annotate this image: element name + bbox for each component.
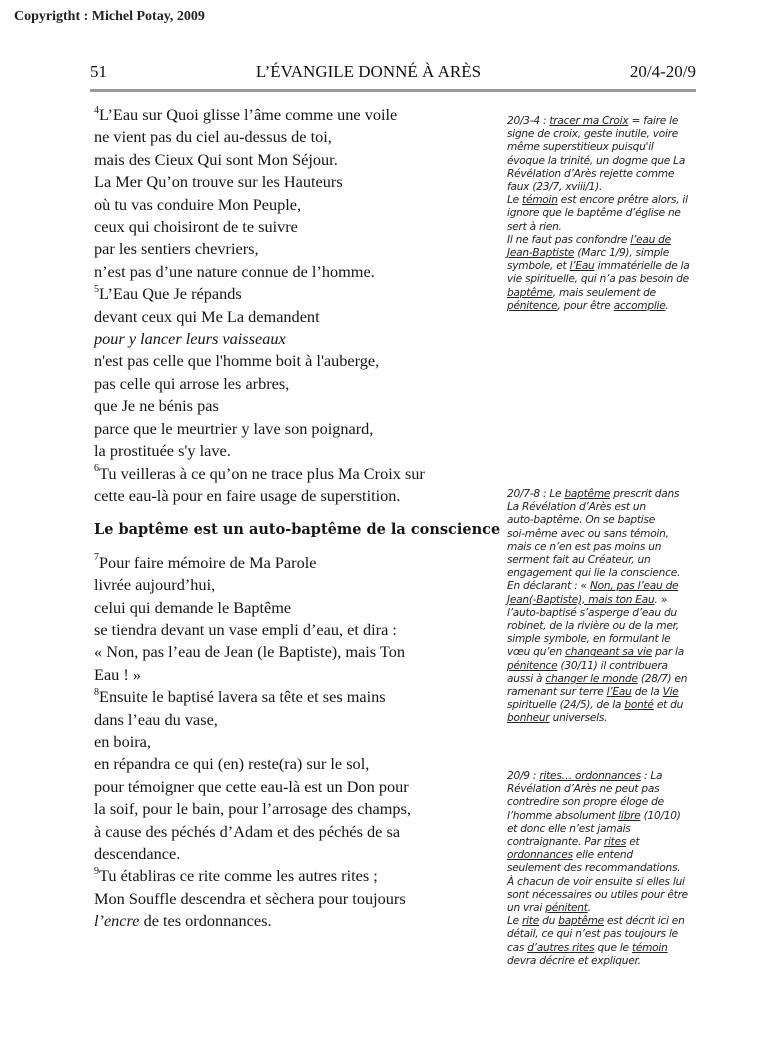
text-run: est décrit ici en (603, 915, 685, 928)
text-line (507, 796, 701, 809)
underlined-term: Jean(-Baptiste), mais ton Eau (507, 593, 655, 606)
verses-4-6 (94, 104, 504, 507)
underlined-term: témoin (631, 941, 668, 954)
text-run: la soif, pour le bain, pour l’arrosage des champs, (94, 799, 411, 819)
text-run: Ensuite le baptisé lavera sa tête et ses mains (99, 687, 386, 707)
text-run: livrée aujourd’hui, (94, 575, 216, 595)
text-run: (28/7) en (637, 672, 688, 685)
text-line (507, 889, 701, 902)
underlined-term: Non, pas l’eau de (589, 580, 679, 593)
text-line (507, 673, 701, 686)
text-line (507, 783, 701, 796)
text-run: pour témoigner que cette eau-là est un Don pour (94, 776, 409, 796)
text-line (507, 633, 701, 646)
text-line (94, 709, 504, 731)
text-line (507, 194, 701, 207)
text-line (94, 776, 504, 798)
underlined-term: pénitence (507, 299, 558, 312)
text-run: mais ce n’en est pas moins un (507, 540, 662, 553)
text-run: où tu vas conduire Mon Peuple, (94, 194, 302, 214)
text-line (507, 876, 701, 889)
underlined-term: Jean-Baptiste (507, 247, 575, 260)
text-line (94, 350, 504, 372)
underlined-term: tracer ma Croix (549, 115, 629, 127)
text-run: 20/9 : (507, 770, 540, 782)
text-run: par la (651, 646, 684, 659)
text-line (94, 194, 504, 216)
text-line (94, 574, 504, 596)
text-line (507, 862, 701, 875)
verses-7-9 (94, 552, 504, 933)
text-run: : La (640, 770, 663, 782)
text-line (94, 485, 504, 507)
verse-number: 8 (94, 686, 99, 698)
copyright-notice: Copyrigtht : Michel Potay, 2009 (14, 9, 205, 24)
text-run: En déclarant : « (507, 580, 590, 593)
underlined-term: baptême (507, 286, 553, 299)
page-number: 51 (90, 62, 107, 81)
verse-number: 7 (94, 552, 99, 564)
text-line (94, 149, 504, 171)
text-run: cas (507, 941, 528, 954)
text-line (94, 171, 504, 193)
text-run: La Mer Qu’on trouve sur les Hauteurs (94, 172, 343, 192)
text-run: robinet, de la rivière ou de la mer, (507, 620, 679, 633)
text-line (94, 440, 504, 462)
underlined-term: rite (522, 915, 540, 928)
main-text (94, 104, 504, 933)
text-line (507, 128, 701, 141)
text-run: cette eau-là pour en faire usage de superstition. (94, 485, 401, 505)
text-run: Tu établiras ce rite comme les autres rites ; (99, 866, 378, 886)
text-run: (10/10) (640, 809, 681, 822)
text-run: engagement qui lie la conscience. (507, 567, 681, 580)
text-line (94, 373, 504, 395)
text-run: L’Eau sur Quoi glisse l’âme comme une voile (99, 105, 398, 124)
text-run: détail, ce qui n’est pas toujours le (507, 928, 678, 941)
text-line (94, 843, 504, 865)
margin-note-20-3-4 (507, 115, 701, 313)
margin-note-20-9 (507, 770, 701, 968)
underlined-term: bonheur (507, 712, 550, 725)
text-line (507, 181, 701, 194)
text-run: Pour faire mémoire de Ma Parole (99, 552, 317, 572)
section-heading: Le baptême est un auto-baptême de la conscience (94, 521, 501, 539)
text-run: sont nécessaires ou utiles pour être (507, 888, 688, 901)
text-line (94, 552, 504, 574)
text-run: l’auto-baptisé s’asperge d’eau du (507, 606, 677, 619)
underlined-term: l’Eau (569, 260, 595, 273)
text-run: Le (507, 194, 523, 207)
text-line (507, 836, 701, 849)
text-run: et du (653, 699, 684, 712)
text-run: est encore prêtre alors, il (557, 194, 688, 207)
text-line (507, 942, 701, 955)
text-line (507, 260, 701, 273)
text-line (507, 567, 701, 580)
text-line (507, 607, 701, 620)
text-run: (Marc 1/9), simple (574, 247, 670, 260)
book-title: L’ÉVANGILE DONNÉ À ARÈS (255, 62, 482, 81)
verse-number: 5 (94, 283, 99, 295)
text-run: Révélation d’Arès rejette comme (507, 167, 675, 180)
text-run: en boira, (94, 731, 151, 751)
text-run: devra décrire et expliquer. (507, 954, 641, 967)
text-run: sert à rien. (507, 220, 562, 233)
text-line (94, 104, 504, 126)
text-line (507, 620, 701, 633)
text-run: l’encre (94, 911, 140, 931)
text-run: . (587, 902, 591, 915)
underlined-term: accomplie (613, 299, 666, 312)
text-line (507, 234, 701, 247)
text-line (94, 238, 504, 260)
text-line (507, 955, 701, 968)
underlined-term: changeant sa vie (565, 646, 652, 659)
text-run: celui qui demande le Baptême (94, 597, 292, 617)
underlined-term: pénitent (545, 902, 588, 915)
text-line (507, 541, 701, 554)
underlined-term: Vie (662, 686, 679, 699)
text-line (94, 664, 504, 686)
text-line (507, 528, 701, 541)
text-run: À chacun de voir ensuite si elles lui (507, 875, 685, 888)
text-run: spirituelle (24/5), de la (507, 699, 625, 712)
text-line (507, 712, 701, 725)
text-run: immatérielle de la (594, 260, 690, 273)
text-run: Mon Souffle descendra et sèchera pour toujours (94, 888, 406, 908)
text-run: pas celle qui arrose les arbres, (94, 373, 290, 393)
text-line (94, 798, 504, 820)
text-line (94, 597, 504, 619)
header-rule (90, 89, 696, 92)
text-run: mais des Cieux Qui sont Mon Séjour. (94, 149, 338, 169)
text-line (507, 823, 701, 836)
text-line (94, 126, 504, 148)
underlined-term: baptême (564, 488, 611, 500)
text-run: que Je ne bénis pas (94, 396, 219, 416)
text-line (94, 328, 504, 350)
text-run: (30/11) il contribuera (557, 659, 668, 672)
underlined-term: bonté (624, 699, 654, 712)
text-run: ramenant sur terre (507, 686, 607, 699)
text-line (94, 731, 504, 753)
underlined-term: témoin (522, 194, 558, 207)
text-line (507, 580, 701, 593)
text-run: soi-même avec ou sans témoin, (507, 527, 669, 540)
text-run: dans l’eau du vase, (94, 709, 218, 729)
text-run: n’est pas d’une nature connue de l’homme. (94, 261, 375, 281)
text-run: 20/3-4 : (507, 115, 550, 127)
text-run: prescrit dans (610, 488, 680, 500)
text-line (507, 928, 701, 941)
text-run: vie spirituelle, qui n’a pas besoin de (507, 273, 689, 286)
text-run: simple symbole, en formulant le (507, 633, 671, 646)
text-run: auto-baptême. On se baptise (507, 514, 655, 527)
text-run: et (626, 836, 640, 849)
text-line (507, 514, 701, 527)
text-line (94, 753, 504, 775)
text-line (94, 395, 504, 417)
text-line (507, 902, 701, 915)
text-line (94, 821, 504, 843)
text-run: et donc elle n’est jamais (507, 822, 631, 835)
text-line (507, 168, 701, 181)
text-line (94, 261, 504, 283)
text-line (94, 283, 504, 305)
text-run: parce que le meurtrier y lave son poignard, (94, 418, 374, 438)
underlined-term: l’Eau (606, 686, 632, 699)
text-run: , pour être (557, 299, 614, 312)
text-line (507, 646, 701, 659)
underlined-term: rites… ordonnances (539, 770, 641, 782)
text-line (94, 306, 504, 328)
text-line (507, 915, 701, 928)
text-run: Il ne faut pas confondre (507, 233, 631, 246)
text-run: ignore que le baptême d’église ne (507, 207, 681, 220)
text-line (507, 221, 701, 234)
text-run: de tes ordonnances. (139, 911, 272, 931)
text-line (507, 488, 701, 501)
text-line (94, 888, 504, 910)
text-run: l’homme absolument (507, 809, 619, 822)
text-run: vœu qu’en (507, 646, 566, 659)
text-line (507, 699, 701, 712)
text-run: en répandra ce qui (en) reste(ra) sur le sol, (94, 754, 370, 774)
text-run: du (539, 915, 559, 928)
text-run: par les sentiers chevriers, (94, 239, 259, 259)
text-run: ceux qui choisiront de te suivre (94, 217, 298, 237)
page-header (90, 62, 696, 82)
text-run: pour y lancer leurs vaisseaux (94, 329, 286, 349)
text-run: L’Eau Que Je répands (99, 284, 242, 304)
text-run: Eau ! » (94, 664, 142, 684)
text-line (507, 300, 701, 313)
verse-number: 9 (94, 865, 99, 877)
text-run: descendance. (94, 844, 181, 863)
margin-note-20-7-8 (507, 488, 701, 726)
text-line (507, 770, 701, 783)
text-run: ne vient pas du ciel au-dessus de toi, (94, 127, 332, 147)
text-run: La Révélation d’Arès est un (507, 501, 646, 514)
text-line (507, 141, 701, 154)
text-line (507, 660, 701, 673)
underlined-term: changer le monde (545, 672, 638, 685)
text-line (507, 155, 701, 168)
text-run: . » (654, 593, 667, 606)
underlined-term: l’eau de (630, 233, 671, 246)
text-line (507, 207, 701, 220)
text-run: , mais seulement de (552, 286, 656, 299)
text-line (507, 501, 701, 514)
text-line (507, 686, 701, 699)
text-run: de la (631, 686, 663, 699)
text-line (94, 619, 504, 641)
text-line (94, 686, 504, 708)
text-line (94, 418, 504, 440)
text-run: un vrai (507, 902, 546, 915)
text-run: à cause des péchés d’Adam et des péchés de sa (94, 821, 401, 841)
text-run: devant ceux qui Me La demandent (94, 306, 320, 326)
text-run: la prostituée s'y lave. (94, 441, 231, 461)
text-line (94, 641, 504, 663)
text-line (507, 554, 701, 567)
text-run: serment fait au Créateur, un (507, 554, 651, 567)
text-run: n'est pas celle que l'homme boit à l'auberge, (94, 351, 380, 371)
text-line (94, 865, 504, 887)
text-run: évoque la trinité, un dogme que La (507, 154, 686, 167)
underlined-term: libre (618, 809, 641, 822)
text-run: se tiendra devant un vase empli d’eau, et dira : (94, 619, 397, 639)
text-run: aussi à (507, 672, 546, 685)
underlined-term: pénitence (507, 659, 558, 672)
text-run: faux (23/7, xviii/1). (507, 181, 603, 194)
text-line (507, 247, 701, 260)
underlined-term: rites (603, 836, 627, 849)
text-run: seulement des recommandations. (507, 862, 681, 875)
underlined-term: d’autres rites (527, 941, 595, 954)
text-line (507, 810, 701, 823)
text-run: Le (507, 915, 523, 928)
text-run: même superstitieux puisqu'il (507, 141, 654, 154)
text-run: signe de croix, geste inutile, voire (507, 128, 679, 141)
text-run: Révélation d’Arès ne peut pas (507, 783, 660, 796)
text-line (507, 273, 701, 286)
text-run: symbole, et (507, 260, 570, 273)
text-line (507, 287, 701, 300)
text-run: « Non, pas l’eau de Jean (le Baptiste), mais Ton (94, 642, 405, 662)
text-line (94, 216, 504, 238)
text-line (507, 594, 701, 607)
text-run: contraignante. Par (507, 836, 604, 849)
text-run: que le (594, 941, 632, 954)
text-line (507, 849, 701, 862)
underlined-term: baptême (558, 915, 604, 928)
text-line (507, 115, 701, 128)
text-run: Tu veilleras à ce qu’on ne trace plus Ma Croix sur (99, 463, 425, 483)
text-run: 20/7-8 : Le (507, 488, 565, 500)
verse-number: 4 (94, 104, 99, 116)
text-run: contredire son propre éloge de (507, 796, 664, 809)
text-run: elle entend (572, 849, 633, 862)
text-line (94, 463, 504, 485)
text-run: . (665, 299, 669, 312)
verse-number: 6 (94, 463, 99, 475)
text-run: = faire le (628, 115, 679, 127)
text-line (94, 910, 504, 932)
text-run: universels. (549, 712, 608, 725)
date-range: 20/4-20/9 (629, 62, 696, 81)
underlined-term: ordonnances (507, 849, 573, 862)
